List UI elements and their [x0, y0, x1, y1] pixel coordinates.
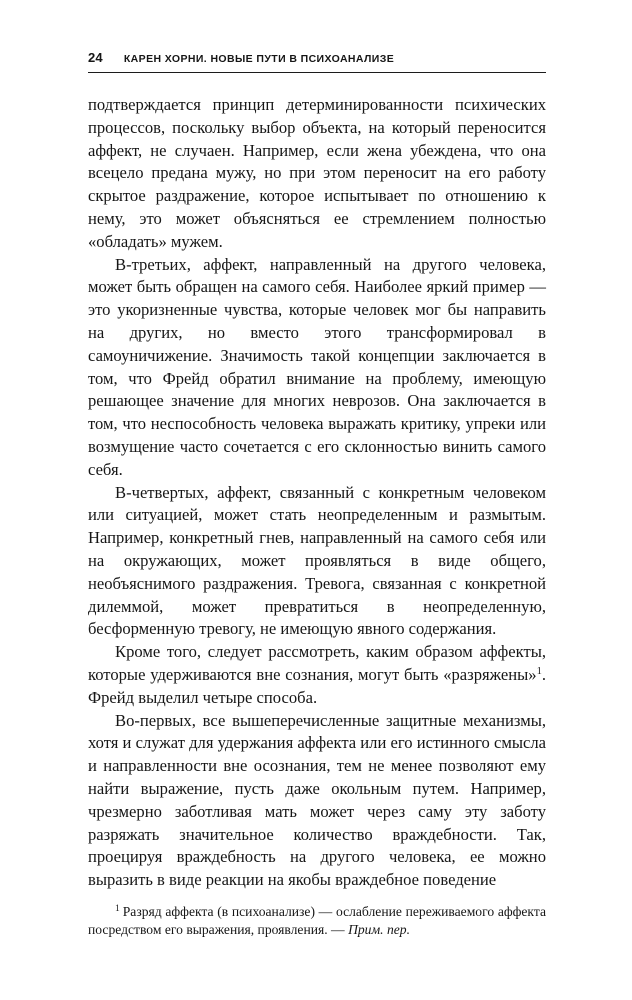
footnote-text	[88, 903, 546, 940]
footnote-body: Разряд аффекта (в психоанализе) — ослабление переживаемого аффекта посредством его выражения, проявления. —	[88, 903, 546, 938]
paragraph-1: подтверждается принцип детерминированности психических процессов, поскольку выбор объекта, на который переносится аффект, не случаен. Например, если жена убеждена, что она всецело предана мужу, но при этом переносит на его работу скрытое раздражение, которое испытывает по отношению к нему, это может объясняться ее стремлением полностью «обладать» мужем.	[88, 95, 546, 251]
paragraph-4-text-after: . Фрейд выделил четыре способа.	[88, 664, 546, 707]
paragraph-3: В-четвертых, аффект, связанный с конкретным человеком или ситуацией, может стать неопределенным и размытым. Например, конкретный гнев, направленный на самого себя или на окружающих, может проявляться в виде общего, необъяснимого раздражения. Тревога, связанная с конкретной дилеммой, может превратиться в неопределенную, бесформенную тревогу, не имеющую явного содержания.	[88, 482, 546, 639]
paragraph-4	[88, 641, 546, 709]
paragraph-4-text: Кроме того, следует рассмотреть, каким образом аффекты, которые удерживаются вне сознания, могут быть «разряжены»	[88, 642, 546, 684]
footnote-reference: 1	[536, 665, 542, 677]
paragraph-5: Во-первых, все вышеперечисленные защитные механизмы, хотя и служат для удержания аффекта или его истинного смысла и направленности вне осознания, тем не менее позволяют ему найти выражение, пусть даже окольным путем. Например, чрезмерно заботливая мать может через саму эту заботу разряжать значительное количество враждебности. Так, проецируя враждебность на другого человека, ее можно выразить в виде реакции на якобы враждебное поведение	[88, 710, 546, 890]
footnote-marker: 1	[115, 903, 120, 914]
page-body	[88, 94, 546, 892]
paragraph-2: В-третьих, аффект, направленный на другого человека, может быть обращен на самого себя. Наиболее яркий пример — это укоризненные чувства, которые человек мог бы направить на других, но вместо этого трансформировал в самоуничижение. Значимость такой концепции заключается в том, что Фрейд обратил внимание на проблему, имеющую решающее значение для многих неврозов. Она заключается в том, что неспособность человека выражать критику, упреки или возмущение часто сочетается с его склонностью винить самого себя.	[88, 254, 546, 479]
page-number: 24	[88, 50, 103, 65]
footnote-attribution: Прим. пер.	[348, 922, 410, 938]
page-header	[88, 50, 546, 73]
footnote	[88, 903, 546, 940]
running-title: КАРЕН ХОРНИ. НОВЫЕ ПУТИ В ПСИХОАНАЛИЗЕ	[123, 53, 395, 65]
